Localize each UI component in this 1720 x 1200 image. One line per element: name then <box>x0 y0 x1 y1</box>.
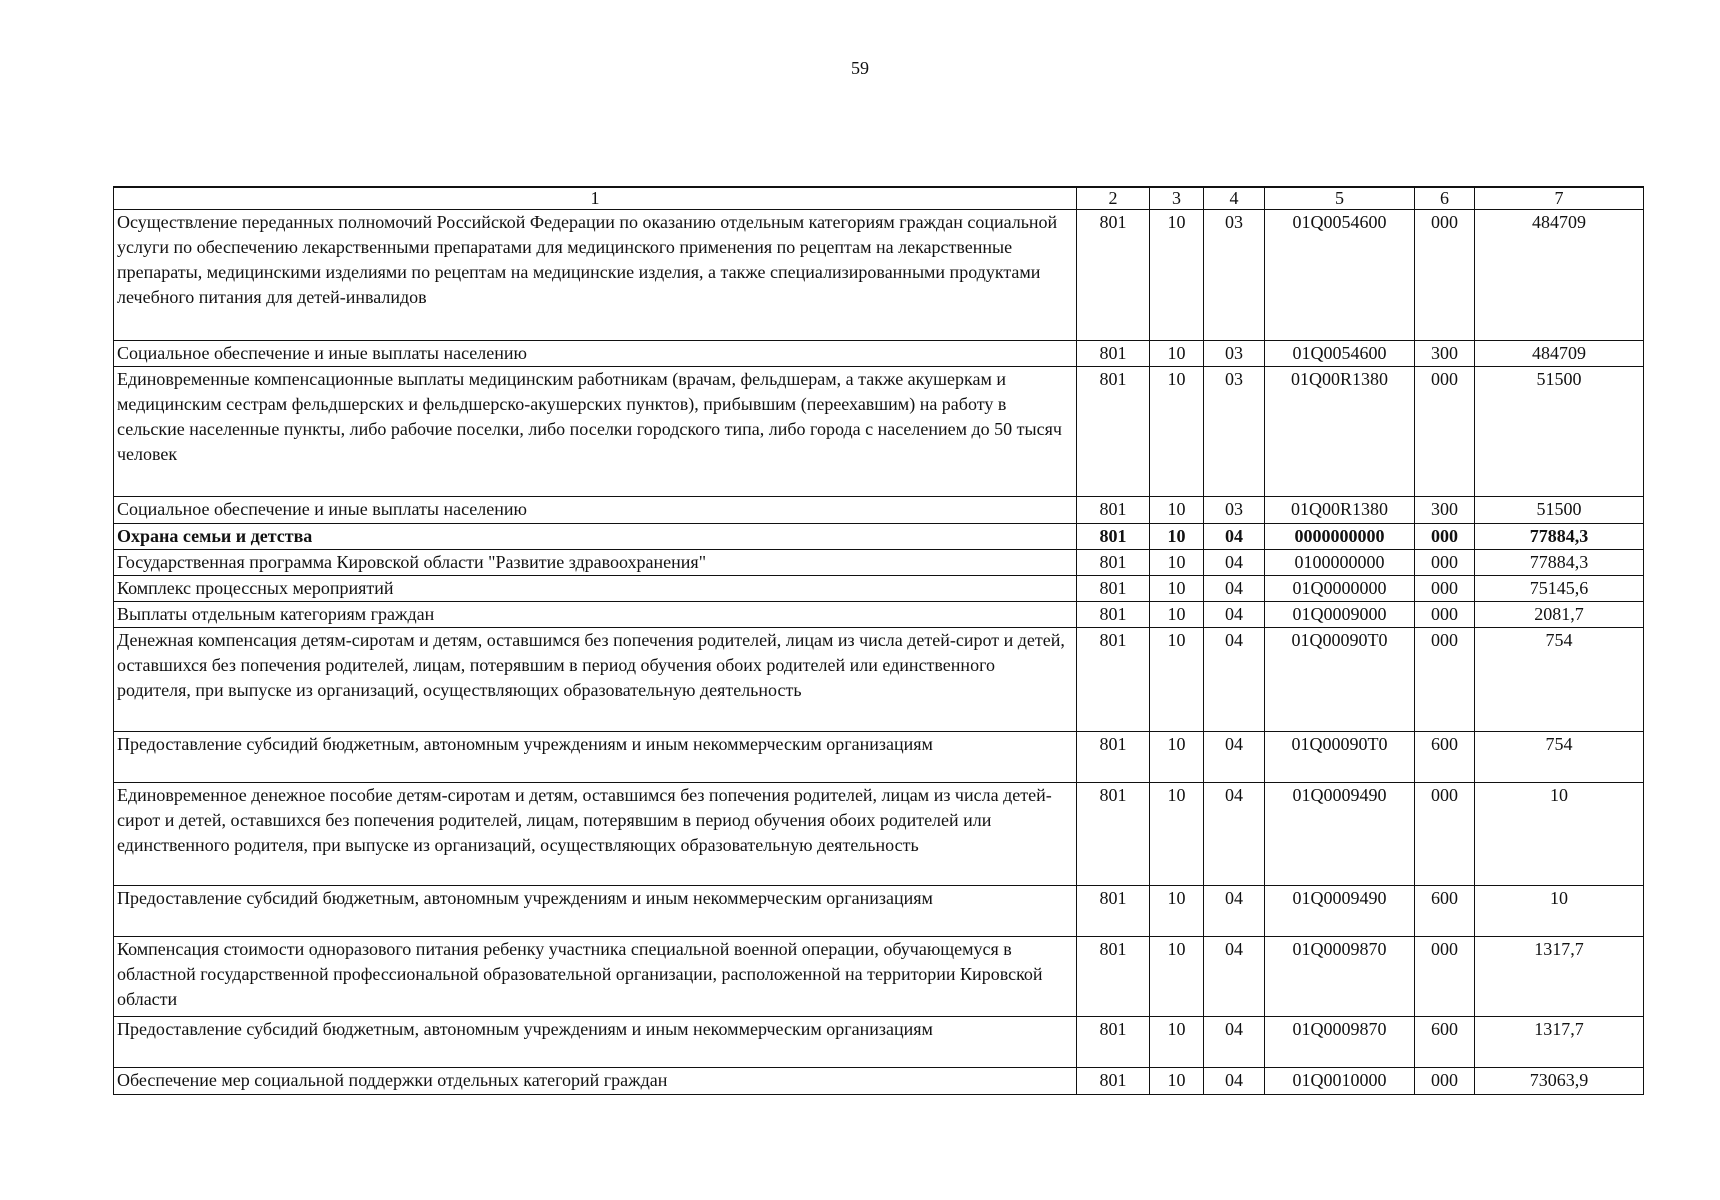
table-row <box>114 341 1644 367</box>
row-csr: 01Q0009490 <box>1265 886 1415 937</box>
table-row <box>114 576 1644 602</box>
row-rz: 10 <box>1150 1068 1204 1095</box>
row-sum: 1317,7 <box>1475 1017 1644 1068</box>
header-cell: 6 <box>1415 187 1475 210</box>
row-name: Осуществление переданных полномочий Российской Федерации по оказанию отдельным категориям граждан социальной услуги по обеспечению лекарственными препаратами для медицинского применения по рецептам на лекарственные препараты, медицинскими изделиями по рецептам на медицинские изделия, а также специализированными продуктами лечебного питания для детей-инвалидов <box>114 210 1077 341</box>
row-csr: 01Q0054600 <box>1265 341 1415 367</box>
header-cell: 2 <box>1077 187 1150 210</box>
page-number: 59 <box>851 58 869 78</box>
row-pr: 03 <box>1204 210 1265 341</box>
row-sum: 754 <box>1475 628 1644 732</box>
row-name: Предоставление субсидий бюджетным, автономным учреждениям и иным некоммерческим организациям <box>114 886 1077 937</box>
row-grbs: 801 <box>1077 886 1150 937</box>
row-pr: 04 <box>1204 602 1265 628</box>
row-csr: 01Q0010000 <box>1265 1068 1415 1095</box>
row-name: Предоставление субсидий бюджетным, автономным учреждениям и иным некоммерческим организациям <box>114 1017 1077 1068</box>
table-row <box>114 210 1644 341</box>
table-row <box>114 886 1644 937</box>
row-rz: 10 <box>1150 1017 1204 1068</box>
row-grbs: 801 <box>1077 210 1150 341</box>
row-vr: 000 <box>1415 937 1475 1017</box>
row-name: Охрана семьи и детства <box>114 524 1077 550</box>
row-csr: 01Q00R1380 <box>1265 367 1415 497</box>
row-csr: 01Q0009000 <box>1265 602 1415 628</box>
table-row <box>114 524 1644 550</box>
row-csr: 01Q0009870 <box>1265 1017 1415 1068</box>
row-pr: 04 <box>1204 550 1265 576</box>
row-rz: 10 <box>1150 732 1204 783</box>
row-vr: 000 <box>1415 367 1475 497</box>
row-grbs: 801 <box>1077 732 1150 783</box>
row-grbs: 801 <box>1077 367 1150 497</box>
row-pr: 04 <box>1204 732 1265 783</box>
row-pr: 04 <box>1204 524 1265 550</box>
header-cell: 4 <box>1204 187 1265 210</box>
row-sum: 51500 <box>1475 497 1644 524</box>
row-vr: 300 <box>1415 497 1475 524</box>
row-name: Обеспечение мер социальной поддержки отдельных категорий граждан <box>114 1068 1077 1095</box>
header-cell: 3 <box>1150 187 1204 210</box>
row-name: Компенсация стоимости одноразового питания ребенку участника специальной военной операции, обучающемуся в областной государственной профессиональной образовательной организации, расположенной на территории Кировской области <box>114 937 1077 1017</box>
row-rz: 10 <box>1150 524 1204 550</box>
row-vr: 000 <box>1415 210 1475 341</box>
row-rz: 10 <box>1150 576 1204 602</box>
row-vr: 600 <box>1415 732 1475 783</box>
row-sum: 10 <box>1475 886 1644 937</box>
row-rz: 10 <box>1150 886 1204 937</box>
row-name: Социальное обеспечение и иные выплаты населению <box>114 497 1077 524</box>
row-grbs: 801 <box>1077 341 1150 367</box>
table-row <box>114 1017 1644 1068</box>
row-rz: 10 <box>1150 341 1204 367</box>
table-row <box>114 937 1644 1017</box>
row-csr: 01Q0054600 <box>1265 210 1415 341</box>
row-vr: 000 <box>1415 524 1475 550</box>
row-pr: 04 <box>1204 1068 1265 1095</box>
row-vr: 000 <box>1415 628 1475 732</box>
row-sum: 754 <box>1475 732 1644 783</box>
row-sum: 51500 <box>1475 367 1644 497</box>
row-csr: 0000000000 <box>1265 524 1415 550</box>
row-name: Социальное обеспечение и иные выплаты населению <box>114 341 1077 367</box>
row-pr: 04 <box>1204 937 1265 1017</box>
budget-table <box>113 186 1644 1095</box>
row-sum: 484709 <box>1475 341 1644 367</box>
row-sum: 75145,6 <box>1475 576 1644 602</box>
row-rz: 10 <box>1150 937 1204 1017</box>
row-pr: 03 <box>1204 367 1265 497</box>
row-vr: 600 <box>1415 886 1475 937</box>
row-vr: 600 <box>1415 1017 1475 1068</box>
row-pr: 04 <box>1204 628 1265 732</box>
table-row <box>114 732 1644 783</box>
row-grbs: 801 <box>1077 497 1150 524</box>
row-name: Предоставление субсидий бюджетным, автономным учреждениям и иным некоммерческим организациям <box>114 732 1077 783</box>
row-vr: 000 <box>1415 1068 1475 1095</box>
row-grbs: 801 <box>1077 628 1150 732</box>
row-pr: 03 <box>1204 341 1265 367</box>
table-row <box>114 367 1644 497</box>
row-name: Комплекс процессных мероприятий <box>114 576 1077 602</box>
row-vr: 300 <box>1415 341 1475 367</box>
row-sum: 484709 <box>1475 210 1644 341</box>
table-row <box>114 628 1644 732</box>
row-grbs: 801 <box>1077 1068 1150 1095</box>
row-grbs: 801 <box>1077 576 1150 602</box>
row-rz: 10 <box>1150 602 1204 628</box>
row-csr: 0100000000 <box>1265 550 1415 576</box>
row-csr: 01Q0009490 <box>1265 783 1415 886</box>
row-rz: 10 <box>1150 367 1204 497</box>
row-name: Денежная компенсация детям-сиротам и детям, оставшимся без попечения родителей, лицам из числа детей-сирот и детей, оставшихся без попечения родителей, лицам, потерявшим в период обучения обоих родителей или единственного родителя, при выпуске из организаций, осуществляющих образовательную деятельность <box>114 628 1077 732</box>
row-vr: 000 <box>1415 602 1475 628</box>
row-csr: 01Q00090T0 <box>1265 732 1415 783</box>
row-sum: 2081,7 <box>1475 602 1644 628</box>
row-pr: 04 <box>1204 1017 1265 1068</box>
table-row <box>114 602 1644 628</box>
row-pr: 03 <box>1204 497 1265 524</box>
row-sum: 10 <box>1475 783 1644 886</box>
row-name: Государственная программа Кировской области "Развитие здравоохранения" <box>114 550 1077 576</box>
row-vr: 000 <box>1415 576 1475 602</box>
row-grbs: 801 <box>1077 783 1150 886</box>
row-sum: 77884,3 <box>1475 524 1644 550</box>
row-name: Выплаты отдельным категориям граждан <box>114 602 1077 628</box>
row-grbs: 801 <box>1077 1017 1150 1068</box>
row-sum: 73063,9 <box>1475 1068 1644 1095</box>
row-grbs: 801 <box>1077 550 1150 576</box>
row-sum: 1317,7 <box>1475 937 1644 1017</box>
row-sum: 77884,3 <box>1475 550 1644 576</box>
row-pr: 04 <box>1204 576 1265 602</box>
table-row <box>114 550 1644 576</box>
row-vr: 000 <box>1415 550 1475 576</box>
row-rz: 10 <box>1150 210 1204 341</box>
table-header-row <box>114 187 1644 210</box>
row-grbs: 801 <box>1077 524 1150 550</box>
row-rz: 10 <box>1150 783 1204 886</box>
row-grbs: 801 <box>1077 602 1150 628</box>
table-row <box>114 1068 1644 1095</box>
table-row <box>114 783 1644 886</box>
row-rz: 10 <box>1150 550 1204 576</box>
row-grbs: 801 <box>1077 937 1150 1017</box>
row-rz: 10 <box>1150 497 1204 524</box>
header-cell: 5 <box>1265 187 1415 210</box>
row-pr: 04 <box>1204 783 1265 886</box>
row-rz: 10 <box>1150 628 1204 732</box>
header-cell: 7 <box>1475 187 1644 210</box>
header-cell: 1 <box>114 187 1077 210</box>
row-csr: 01Q00090T0 <box>1265 628 1415 732</box>
row-name: Единовременные компенсационные выплаты медицинским работникам (врачам, фельдшерам, а также акушеркам и медицинским сестрам фельдшерских и фельдшерско-акушерских пунктов), прибывшим (переехавшим) на работу в сельские населенные пункты, либо рабочие поселки, либо поселки городского типа, либо города с населением до 50 тысяч человек <box>114 367 1077 497</box>
row-csr: 01Q0000000 <box>1265 576 1415 602</box>
row-name: Единовременное денежное пособие детям-сиротам и детям, оставшимся без попечения родителей, лицам из числа детей-сирот и детей, оставшихся без попечения родителей, лицам, потерявшим в период обучения обоих родителей или единственного родителя, при выпуске из организаций, осуществляющих образовательную деятельность <box>114 783 1077 886</box>
row-csr: 01Q00R1380 <box>1265 497 1415 524</box>
row-pr: 04 <box>1204 886 1265 937</box>
row-vr: 000 <box>1415 783 1475 886</box>
table-row <box>114 497 1644 524</box>
row-csr: 01Q0009870 <box>1265 937 1415 1017</box>
